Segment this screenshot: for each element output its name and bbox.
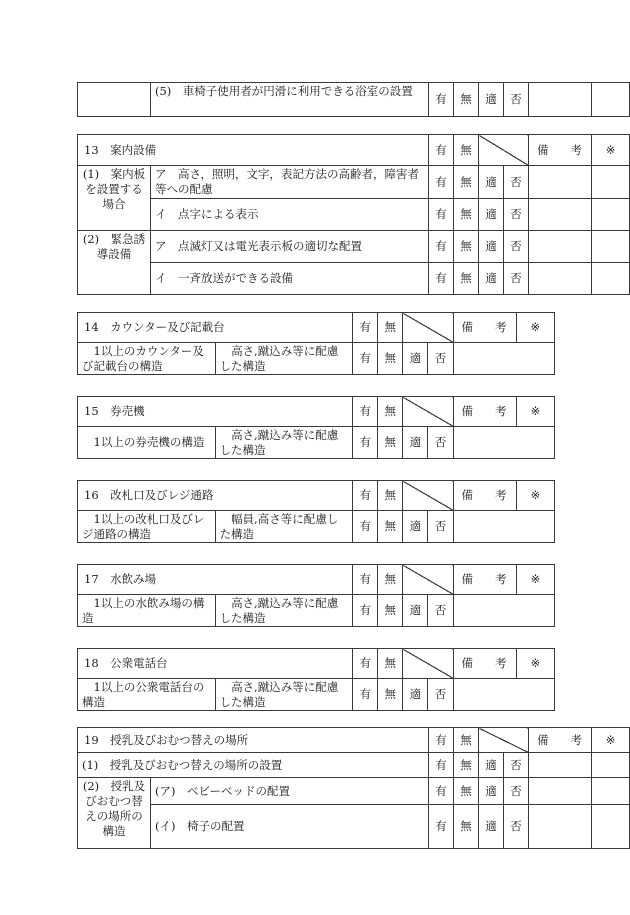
- diagonal-cell: [403, 481, 453, 511]
- remarks-cell: [529, 805, 592, 849]
- item-text: (1) 授乳及びおむつ替えの場所の設置: [78, 753, 429, 778]
- item-right: 幅員,高さ等に配慮した構造: [215, 511, 353, 543]
- table-14-counter: [77, 312, 555, 375]
- item-left: 1以上の券売機の構造: [78, 427, 216, 459]
- yes-col: 有: [353, 427, 378, 459]
- remarks-cell: [529, 83, 592, 117]
- diagonal-cell: [403, 397, 453, 427]
- ng-col: 否: [504, 753, 529, 778]
- ng-col: 否: [504, 263, 529, 295]
- table-19-nursing-room: [77, 727, 630, 849]
- yes-col: 有: [429, 166, 454, 199]
- item-left: 1以上の改札口及びレジ通路の構造: [78, 511, 216, 543]
- table-15-ticket-machine: [77, 396, 555, 459]
- mark-header: ※: [516, 565, 554, 595]
- yes-col: 有: [429, 805, 454, 849]
- item-right: 高さ,蹴込み等に配慮した構造: [215, 679, 353, 711]
- ok-col: 適: [403, 595, 428, 627]
- no-header: 無: [454, 728, 479, 753]
- ok-col: 適: [479, 263, 504, 295]
- yes-col: 有: [429, 199, 454, 231]
- table-13-guidance: [77, 134, 630, 295]
- no-header: 無: [378, 397, 403, 427]
- mark-cell: [592, 231, 630, 263]
- yes-col: 有: [429, 83, 454, 117]
- mark-header: ※: [516, 397, 554, 427]
- diagonal-cell: [403, 313, 453, 343]
- remarks-header: 備 考: [453, 481, 516, 511]
- yes-header: 有: [353, 397, 378, 427]
- mark-cell: [592, 199, 630, 231]
- remarks-header: 備 考: [453, 397, 516, 427]
- ng-col: 否: [504, 231, 529, 263]
- item-text: イ 点字による表示: [151, 199, 429, 231]
- yes-header: 有: [353, 565, 378, 595]
- yes-col: 有: [429, 753, 454, 778]
- no-col: 無: [378, 343, 403, 375]
- mark-cell: [592, 753, 630, 778]
- ok-col: 適: [479, 199, 504, 231]
- remarks-cell: [529, 753, 592, 778]
- item-left: 1以上の水飲み場の構造: [78, 595, 216, 627]
- ng-col: 否: [504, 166, 529, 199]
- mark-cell: [592, 805, 630, 849]
- no-col: 無: [454, 263, 479, 295]
- yes-header: 有: [353, 481, 378, 511]
- remarks-cell: [529, 778, 592, 805]
- yes-col: 有: [353, 595, 378, 627]
- item-left: 1以上のカウンター及び記載台の構造: [78, 343, 216, 375]
- ok-col: 適: [403, 427, 428, 459]
- ng-col: 否: [428, 679, 453, 711]
- section-title: 18 公衆電話台: [78, 649, 353, 679]
- remarks-cell: [529, 199, 592, 231]
- no-col: 無: [454, 805, 479, 849]
- yes-header: 有: [429, 135, 454, 166]
- remarks-cell: [529, 231, 592, 263]
- ok-col: 適: [403, 679, 428, 711]
- mark-header: ※: [516, 481, 554, 511]
- ok-col: 適: [403, 511, 428, 543]
- ok-col: 適: [479, 778, 504, 805]
- yes-header: 有: [429, 728, 454, 753]
- yes-col: 有: [353, 343, 378, 375]
- item-left: 1以上の公衆電話台の構造: [78, 679, 216, 711]
- mark-cell: [592, 166, 630, 199]
- no-col: 無: [454, 778, 479, 805]
- item-text: (5) 車椅子使用者が円滑に利用できる浴室の設置: [151, 83, 429, 117]
- section-title: 15 券売機: [78, 397, 353, 427]
- group-label: (2) 授乳及びおむつ替えの場所の構造: [78, 778, 151, 849]
- remarks-cell: [529, 263, 592, 295]
- ok-col: 適: [479, 805, 504, 849]
- mark-header: ※: [516, 649, 554, 679]
- item-text: (ア) ベビーベッドの配置: [151, 778, 429, 805]
- item-text: (イ) 椅子の配置: [151, 805, 429, 849]
- ok-col: 適: [479, 231, 504, 263]
- no-col: 無: [378, 511, 403, 543]
- mark-cell: [592, 83, 630, 117]
- item-text: イ 一斉放送ができる設備: [151, 263, 429, 295]
- ng-col: 否: [428, 427, 453, 459]
- no-col: 無: [378, 427, 403, 459]
- no-col: 無: [378, 595, 403, 627]
- remarks-header: 備 考: [453, 313, 516, 343]
- section-title: 16 改札口及びレジ通路: [78, 481, 353, 511]
- diagonal-cell: [479, 728, 529, 753]
- no-col: 無: [454, 231, 479, 263]
- no-header: 無: [454, 135, 479, 166]
- ng-col: 否: [428, 511, 453, 543]
- mark-cell: [592, 778, 630, 805]
- ng-col: 否: [428, 343, 453, 375]
- remarks-cell: [453, 343, 555, 375]
- mark-header: ※: [592, 135, 630, 166]
- remarks-cell: [529, 166, 592, 199]
- group-label: (1) 案内板を設置する場合: [78, 166, 151, 231]
- item-right: 高さ,蹴込み等に配慮した構造: [215, 595, 353, 627]
- section-title: 17 水飲み場: [78, 565, 353, 595]
- remarks-cell: [453, 595, 554, 627]
- table-16-ticket-gate: [77, 480, 555, 543]
- table-17-drinking-fountain: [77, 564, 555, 627]
- ok-col: 適: [479, 753, 504, 778]
- section-title: 13 案内設備: [78, 135, 429, 166]
- diagonal-cell: [403, 565, 453, 595]
- remarks-header: 備 考: [529, 135, 592, 166]
- ng-col: 否: [504, 199, 529, 231]
- no-header: 無: [378, 481, 403, 511]
- yes-col: 有: [429, 263, 454, 295]
- yes-header: 有: [353, 313, 378, 343]
- ng-col: 否: [504, 805, 529, 849]
- remarks-header: 備 考: [453, 649, 516, 679]
- item-text: ア 高さ，照明，文字，表記方法の高齢者，障害者等への配慮: [151, 166, 429, 199]
- table-bath: [77, 82, 630, 117]
- remarks-header: 備 考: [529, 728, 592, 753]
- diagonal-cell: [479, 135, 529, 166]
- ok-col: 適: [479, 83, 504, 117]
- section-title: 19 授乳及びおむつ替えの場所: [78, 728, 429, 753]
- yes-col: 有: [429, 778, 454, 805]
- yes-col: 有: [429, 231, 454, 263]
- remarks-cell: [453, 679, 554, 711]
- no-header: 無: [378, 649, 403, 679]
- group-label: (2) 緊急誘導設備: [78, 231, 151, 295]
- no-col: 無: [454, 199, 479, 231]
- yes-col: 有: [353, 679, 378, 711]
- remarks-cell: [453, 511, 554, 543]
- ng-col: 否: [504, 83, 529, 117]
- no-col: 無: [378, 679, 403, 711]
- no-header: 無: [378, 565, 403, 595]
- remarks-cell: [453, 427, 554, 459]
- item-right: 高さ,蹴込み等に配慮した構造: [215, 343, 353, 375]
- remarks-header: 備 考: [453, 565, 516, 595]
- diagonal-cell: [403, 649, 453, 679]
- item-text: ア 点滅灯又は電光表示板の適切な配置: [151, 231, 429, 263]
- section-title: 14 カウンター及び記載台: [78, 313, 353, 343]
- ok-col: 適: [403, 343, 428, 375]
- ng-col: 否: [428, 595, 453, 627]
- yes-header: 有: [353, 649, 378, 679]
- ok-col: 適: [479, 166, 504, 199]
- table-18-public-phone: [77, 648, 555, 711]
- no-header: 無: [378, 313, 403, 343]
- item-right: 高さ,蹴込み等に配慮した構造: [215, 427, 353, 459]
- ng-col: 否: [504, 778, 529, 805]
- mark-header: ※: [592, 728, 630, 753]
- mark-cell: [592, 263, 630, 295]
- mark-header: ※: [516, 313, 554, 343]
- no-col: 無: [454, 83, 479, 117]
- yes-col: 有: [353, 511, 378, 543]
- no-col: 無: [454, 166, 479, 199]
- no-col: 無: [454, 753, 479, 778]
- empty-cell: [78, 83, 151, 117]
